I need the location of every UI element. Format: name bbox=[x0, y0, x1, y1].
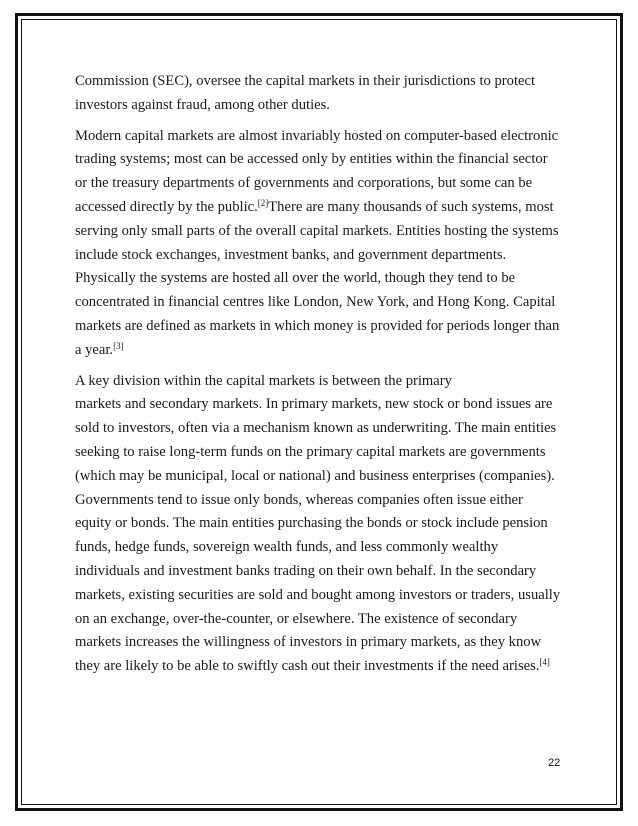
citation-marker[interactable]: [4] bbox=[539, 657, 550, 668]
text-line-with-citation bbox=[75, 339, 565, 363]
text-line-with-citation bbox=[75, 196, 565, 220]
text-segment: accessed directly by the public. bbox=[75, 198, 258, 215]
citation-marker[interactable]: [2] bbox=[257, 197, 269, 208]
text-line: Commission (SEC), oversee the capital markets in their jurisdictions to protect bbox=[75, 73, 536, 89]
text-line: markets and secondary markets. In primary markets, new stock or bond issues are bbox=[75, 396, 553, 413]
text-line: A key division within the capital markets is between the primary bbox=[75, 372, 452, 389]
text-segment: There are many thousands of such systems, most bbox=[268, 198, 554, 215]
text-line: or the treasury departments of governments and corporations, but some can be bbox=[75, 175, 533, 192]
text-line: Physically the systems are hosted all over the world, though they tend to be bbox=[75, 270, 516, 287]
paragraph-1 bbox=[75, 70, 565, 118]
text-line: markets increases the willingness of investors in primary markets, as they know bbox=[75, 634, 542, 651]
text-line: Governments tend to issue only bonds, whereas companies often issue either bbox=[75, 491, 523, 508]
paragraph-2 bbox=[75, 125, 565, 363]
text-segment: they are likely to be able to swiftly cash out their investments if the need arises. bbox=[75, 658, 540, 675]
text-line: on an exchange, over-the-counter, or elsewhere. The existence of secondary bbox=[75, 610, 518, 627]
text-segment: a year. bbox=[75, 341, 114, 358]
text-line: trading systems; most can be accessed only by entities within the financial sector bbox=[75, 151, 548, 168]
document-body bbox=[75, 70, 565, 686]
citation-marker[interactable]: [3] bbox=[113, 340, 124, 351]
text-line: markets are defined as markets in which money is provided for periods longer than bbox=[75, 317, 560, 334]
page-number: 22 bbox=[548, 757, 561, 769]
text-line: equity or bonds. The main entities purchasing the bonds or stock include pension bbox=[75, 515, 548, 532]
text-line: individuals and investment banks trading on their own behalf. In the secondary bbox=[75, 562, 537, 579]
text-line: investors against fraud, among other duties. bbox=[75, 96, 330, 113]
text-line: serving only small parts of the overall capital markets. Entities hosting the systems bbox=[75, 222, 559, 239]
text-line: sold to investors, often via a mechanism known as underwriting. The main entities bbox=[75, 420, 557, 437]
paragraph-3 bbox=[75, 370, 565, 679]
text-line: funds, hedge funds, sovereign wealth funds, and less commonly wealthy bbox=[75, 539, 499, 556]
text-line: (which may be municipal, local or national) and business enterprises (companies). bbox=[75, 467, 555, 484]
text-line: seeking to raise long-term funds on the primary capital markets are governments bbox=[75, 443, 546, 460]
text-line: include stock exchanges, investment banks, and government departments. bbox=[75, 246, 507, 263]
text-line: Modern capital markets are almost invariably hosted on computer-based electronic bbox=[75, 127, 559, 144]
text-line: concentrated in financial centres like London, New York, and Hong Kong. Capital bbox=[75, 294, 556, 311]
text-line: markets, existing securities are sold and bought among investors or traders, usually bbox=[75, 586, 561, 603]
text-line-with-citation bbox=[75, 655, 565, 679]
